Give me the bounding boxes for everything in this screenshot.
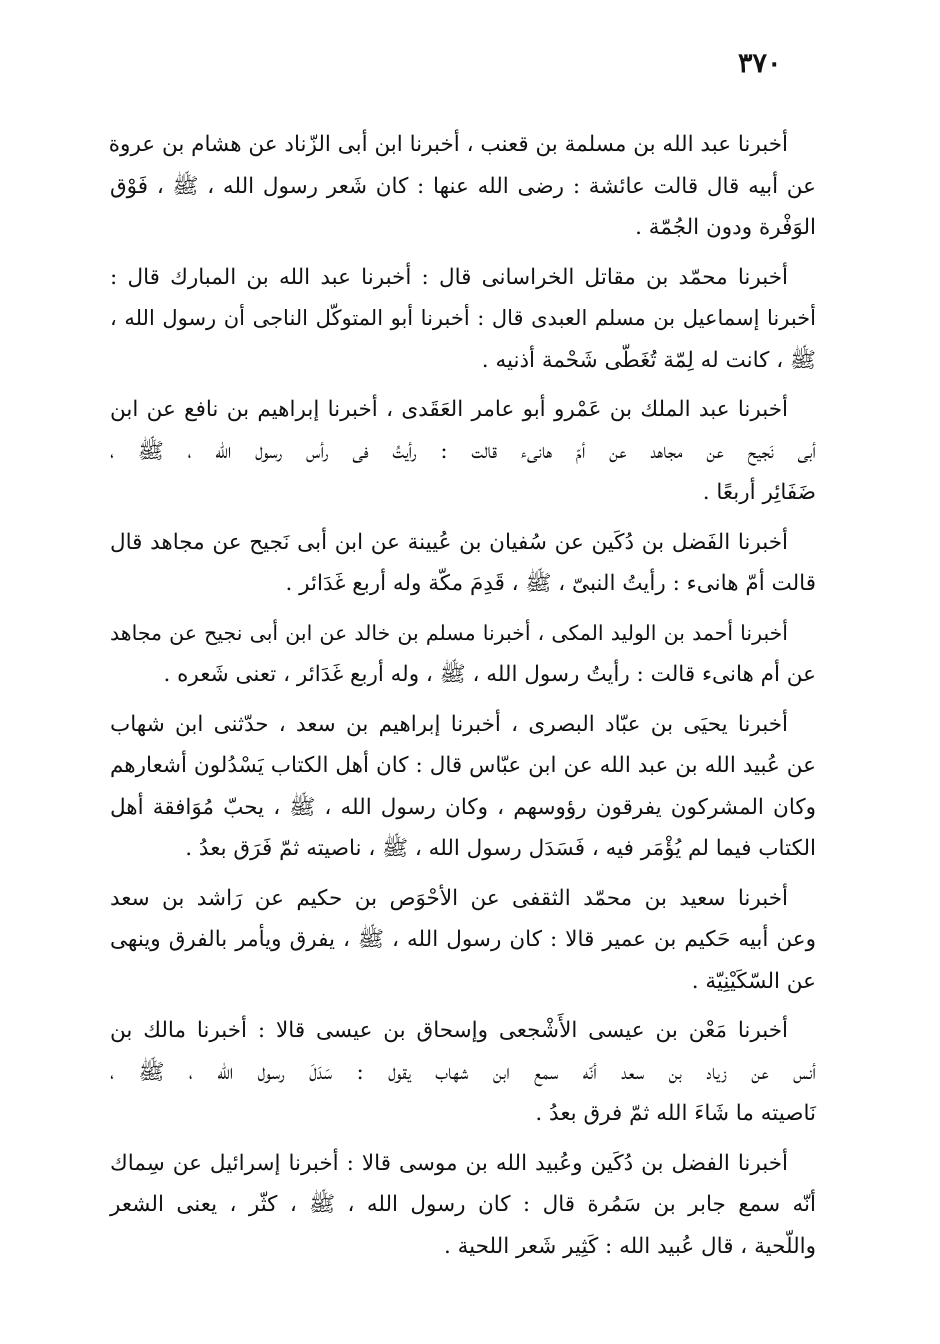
- text-line: عن السّكَيْنِيّة .: [691, 968, 816, 994]
- text-line: الكتاب فيما لم يُؤْمَر فيه ، فَسَدَل رسول الله ، ﷺ ، ناصيته ثمّ فَرَق بعدُ .: [185, 836, 816, 861]
- text-line: أخبرنا عبد الله بن مسلمة بن قعنب ، أخبرنا ابن أبى الزّناد عن هشام بن عروة: [108, 132, 788, 157]
- text-line: أنس عن زياد بن سعد أنّه سمع ابن شهاب يقول : سَدَلَ رسول الله ، ﷺ ،: [110, 1059, 816, 1085]
- paragraph: [110, 704, 816, 870]
- text-line: وكان المشركون يفرقون رؤوسهم ، وكان رسول الله ، ﷺ ، يحبّ مُوَافقة أهل: [110, 794, 816, 820]
- paragraph: [110, 124, 816, 249]
- paragraph: [110, 613, 816, 696]
- text-line: أخبرنا محمّد بن مقاتل الخراسانى قال : أخبرنا عبد الله بن المبارك قال :: [110, 264, 788, 290]
- text-line: نَاصيته ما شَاءَ الله ثمّ فرق بعدُ .: [535, 1101, 816, 1126]
- text-line: عن أبيه قال قالت عائشة : رضى الله عنها : كان شَعر رسول الله ، ﷺ ، فَوْق: [110, 173, 816, 199]
- text-line: أبى نَجيح عن مجاهد عن أمّ هانىء قالت : رأيتُ فى رأس رسول الله ، ﷺ ،: [110, 438, 816, 464]
- text-line: أخبرنا أحمد بن الوليد المكى ، أخبرنا مسلم بن خالد عن ابن أبى نجيح عن مجاهد: [110, 620, 788, 645]
- paragraph: [110, 389, 816, 514]
- paragraph: [110, 1010, 816, 1135]
- text-line: قالت أمّ هانىء : رأيتُ النبىّ ، ﷺ ، قَدِمَ مكّة وله أربع غَدَائر .: [285, 571, 816, 596]
- text-line: عن عُبيد الله بن عبد الله عن ابن عبّاس قال : كان أهل الكتاب يَسْدُلون أشعارهم: [110, 753, 816, 778]
- text-line: أخبرنا مَعْن بن عيسى الأَشْجعى وإسحاق بن عيسى قالا : أخبرنا مالك بن: [110, 1018, 788, 1043]
- text-line: ﷺ ، كانت له لِمّة تُغَطّى شَحْمة أذنيه .: [481, 347, 816, 373]
- page-number: ٣٧٠: [738, 48, 782, 79]
- paragraph: [110, 1143, 816, 1268]
- text-line: الوَفْرة ودون الجُمّة .: [635, 215, 816, 240]
- text-line: أخبرنا عبد الملك بن عَمْرو أبو عامر العَقَدى ، أخبرنا إبراهيم بن نافع عن ابن: [110, 397, 788, 422]
- text-line: أخبرنا إسماعيل بن مسلم العبدى قال : أخبرنا أبو المتوكّل الناجى أن رسول الله ،: [110, 306, 816, 330]
- text-line: ضَفَائِر أربعًا .: [702, 480, 816, 505]
- text-line: أخبرنا يحيَى بن عبّاد البصرى ، أخبرنا إبراهيم بن سعد ، حدّثنى ابن شهاب: [110, 711, 788, 737]
- text-line: وعن أبيه حَكيم بن عمير قالا : كان رسول الله ، ﷺ ، يفرق ويأمر بالفرق وينهى: [110, 927, 816, 952]
- paragraph: [110, 257, 816, 382]
- text-line: أخبرنا سعيد بن محمّد الثقفى عن الأحْوَص بن حكيم عن رَاشد بن سعد: [110, 885, 788, 911]
- paragraph: [110, 878, 816, 1003]
- paragraph: [110, 522, 816, 605]
- text-line: عن أم هانىء قالت : رأيتُ رسول الله ، ﷺ ، وله أربع غَدَائر ، تعنى شَعره .: [163, 662, 816, 687]
- text-line: أخبرنا الفَضل بن دُكَين عن سُفيان بن عُيينة عن ابن أبى نَجيح عن مجاهد قال: [110, 529, 788, 555]
- text-body: [110, 124, 816, 1275]
- text-line: أخبرنا الفضل بن دُكَين وعُبيد الله بن موسى قالا : أخبرنا إسرائيل عن سِماك: [110, 1150, 788, 1176]
- text-line: واللّحية ، قال عُبيد الله : كَثِير شَعر اللحية .: [443, 1233, 816, 1259]
- text-line: أنّه سمع جابر بن سَمُرة قال : كان رسول الله ، ﷺ ، كثّر ، يعنى الشعر: [110, 1192, 816, 1217]
